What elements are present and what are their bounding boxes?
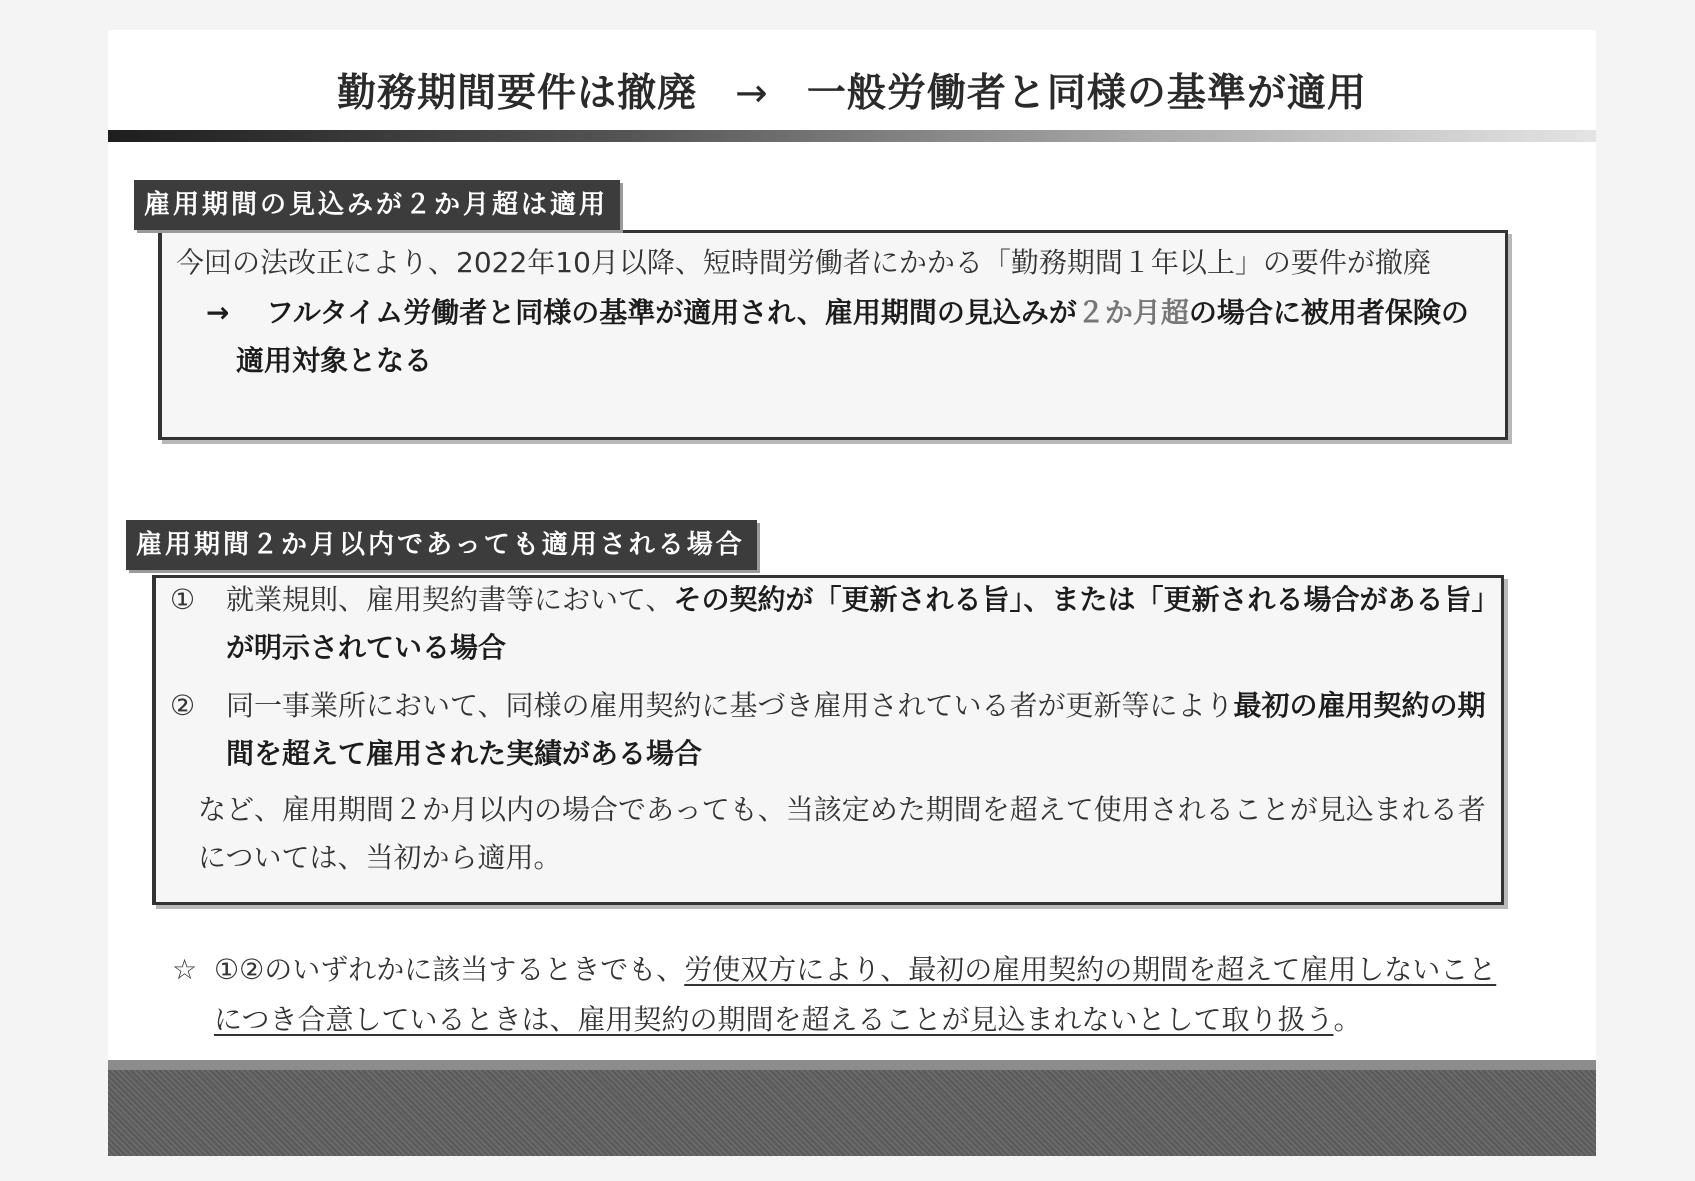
section2-closing: など、雇用期間２か月以内の場合であっても、当該定めた期間を超えて使用されることが見込まれる者については、当初から適用。 [198,793,1486,874]
note-plain: ①②のいずれかに該当するときでも、 [214,953,685,986]
page-title [108,62,1596,118]
section2-item2 [170,682,1487,778]
note-end: 。 [1333,1003,1362,1036]
footnote [172,945,1512,1045]
section1-result [176,289,1491,385]
section1-box [158,230,1508,440]
item1-plain: 就業規則、雇用契約書等において、 [226,583,674,616]
item2-number: ② [170,689,196,722]
note-underlined: 労使双方により、最初の雇用契約の期間を超えて雇用しないことにつき合意しているときは、雇用契約の期間を超えることが見込まれないとして取り扱う [214,953,1497,1036]
item1-number: ① [170,583,196,616]
section1-highlight: ２か月超 [1076,296,1189,329]
section1-label: 雇用期間の見込みが２か月超は適用 [134,180,620,230]
star-icon: ☆ [172,953,198,986]
item2-bold: 最初の雇用契約の期間を超えて雇用された実績がある場合 [226,689,1486,770]
section1-arrow: → [206,296,230,329]
slide [108,30,1596,1146]
title-rule [108,130,1596,142]
section1-text: 今回の法改正により、2022年10月以降、短時間労働者にかかる「勤務期間１年以上」の要件が撤廃 [176,246,1431,279]
item2-plain: 同一事業所において、同様の雇用契約に基づき雇用されている者が更新等により [226,689,1234,722]
item1-bold: その契約が「更新される旨」、または「更新される場合がある旨」が明示されている場合 [226,583,1486,664]
section1-bold-b: の場合に被用者保険の適用対象となる [236,296,1469,377]
section2-label: 雇用期間２か月以内であっても適用される場合 [126,520,757,570]
title-left: 勤務期間要件は撤廃 [337,71,698,116]
section1-bold-a: フルタイム労働者と同様の基準が適用され、雇用期間の見込みが [266,296,1077,329]
title-arrow: → [735,71,769,116]
section2-item1 [170,576,1487,672]
title-right: 一般労働者と同様の基準が適用 [806,71,1367,116]
footer-band [108,1060,1596,1156]
section2-box [152,575,1504,905]
